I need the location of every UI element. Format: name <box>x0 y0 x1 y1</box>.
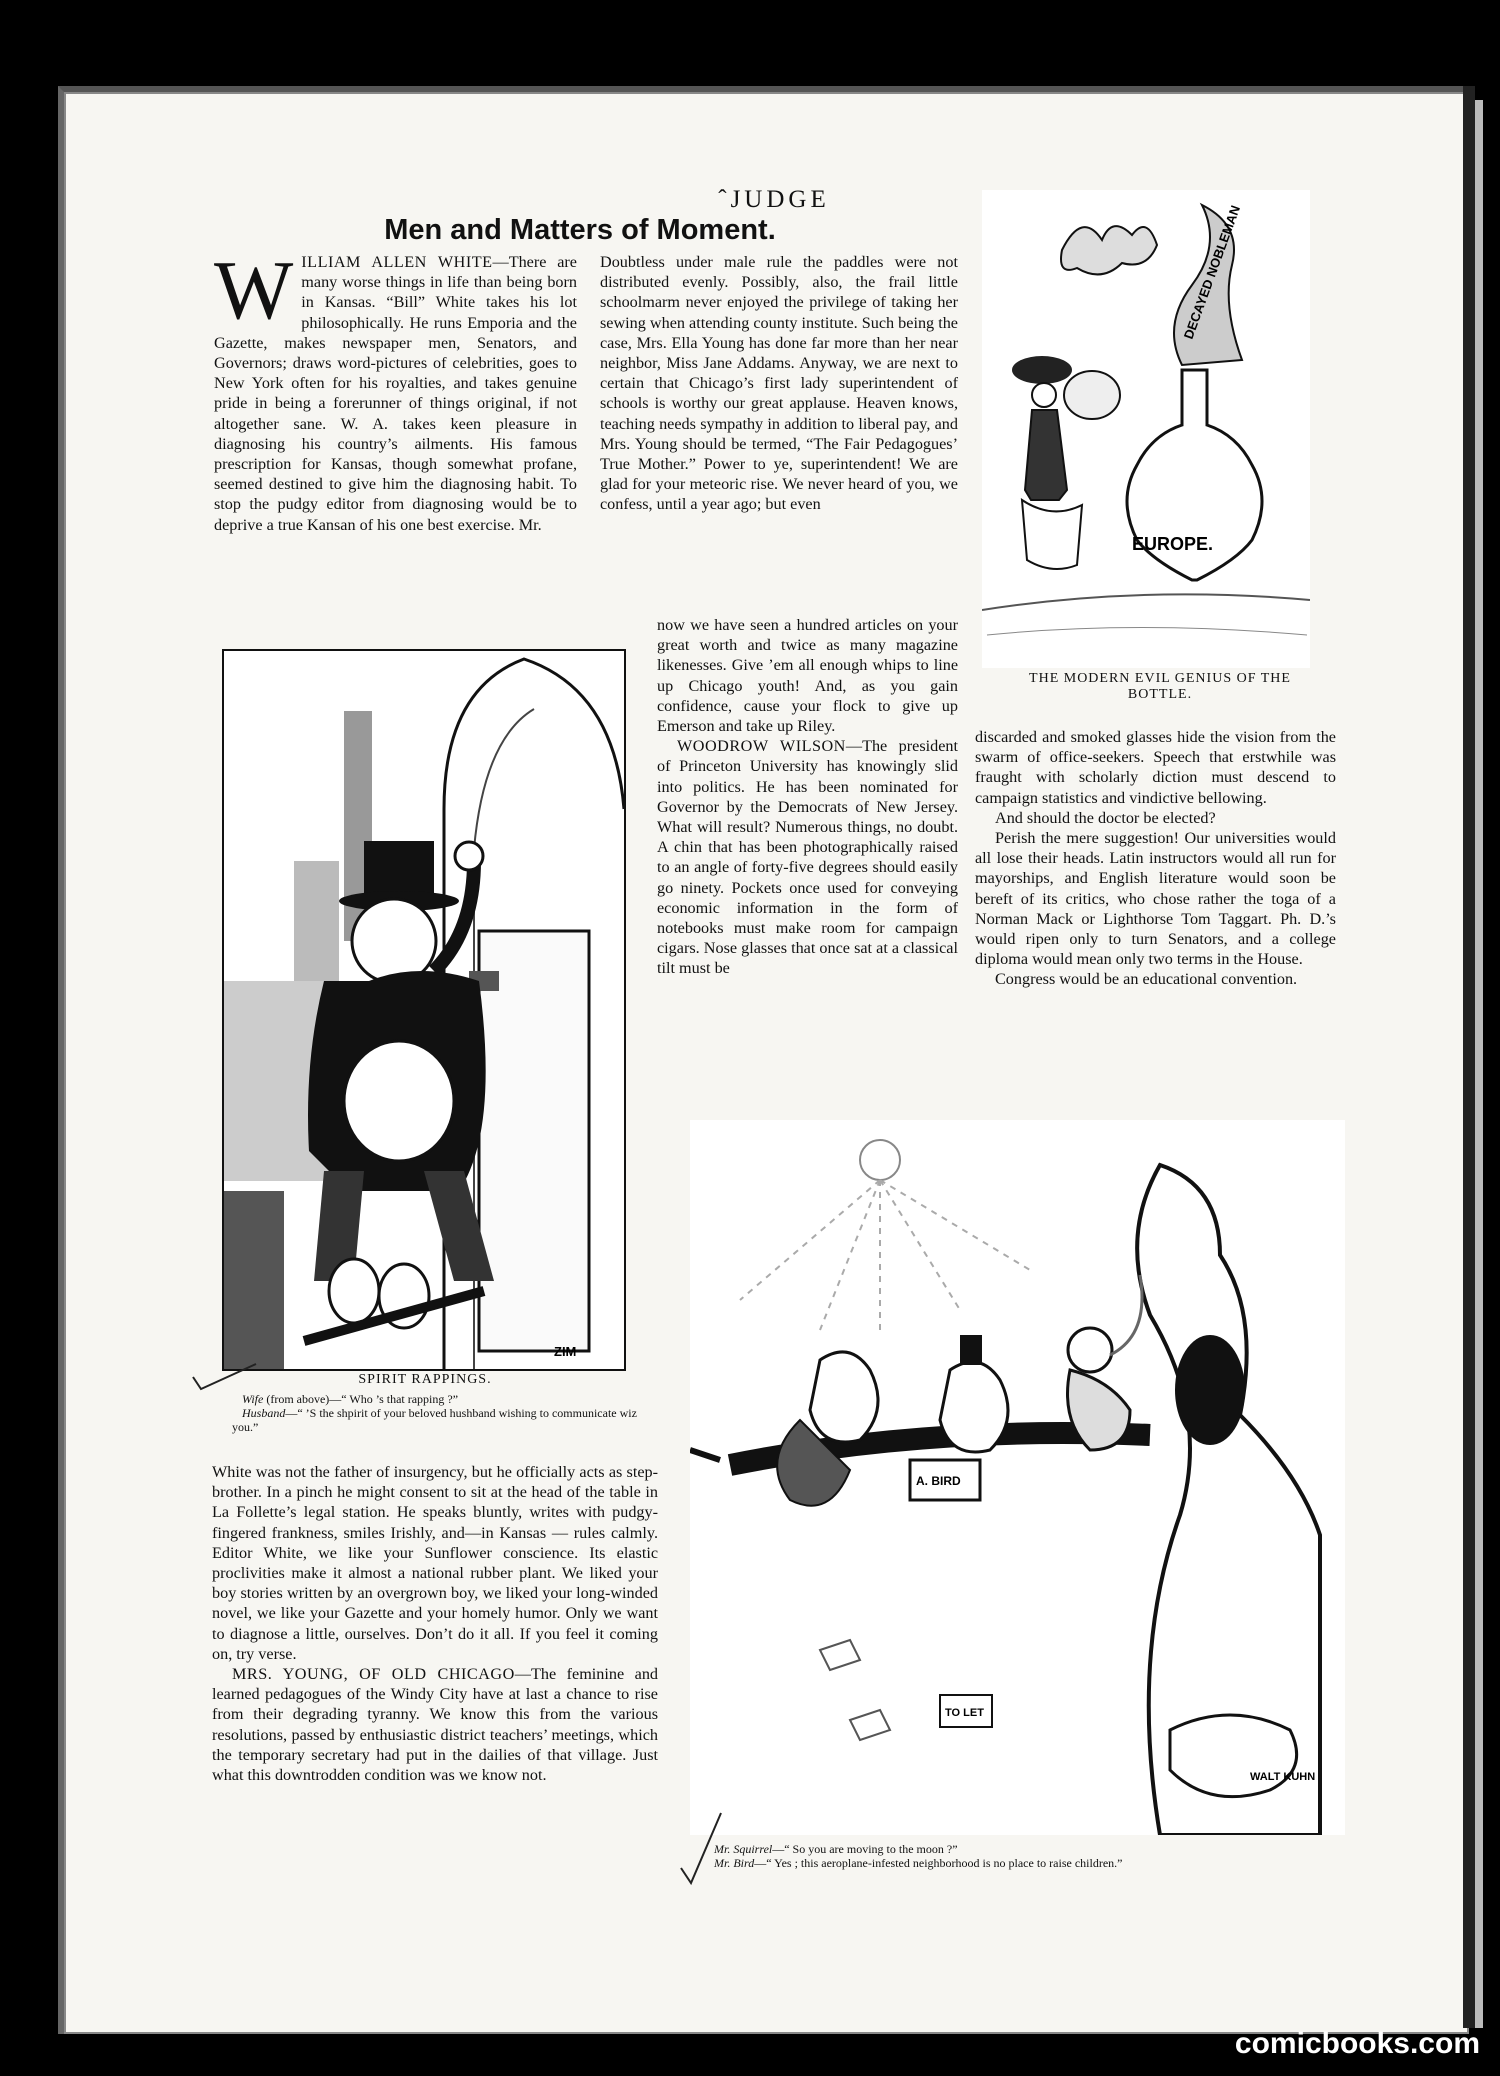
bottle-cartoon <box>982 190 1310 668</box>
wilson-paragraph-5: Congress would be an educational convention. <box>995 970 1298 989</box>
article-column-2-top <box>600 252 958 515</box>
bird-label: Mr. Bird <box>714 1856 755 1870</box>
spirit-caption-dialogue <box>232 1392 637 1434</box>
wilson-lead: WOODROW WILSON <box>677 737 846 756</box>
trunk-label: A. BIRD <box>916 1474 961 1488</box>
wilson-paragraph-3: And should the doctor be elected? <box>995 808 1216 827</box>
spirit-rappings-cartoon <box>222 649 626 1371</box>
white-paragraph-1: —There are many worse things in life than being born in Kansas. “Bill” White takes his lot philosophically. He runs Emporia and the Gazette, makes newspaper men, Senators, and Governors; draws word-pictures of celebrities, goes to New York often for his royalties, and takes genuine pride in being a forerunner of things original, if not altogether sane. W. A. takes keen pleasure in diagnosing his country’s ailments. His famous prescription for Kansas, though somewhat profane, seemed destined to give him the diagnosing habit. To stop the pudgy editor from diagnosing would be to deprive a true Kansan of his one best exercise. Mr. <box>214 253 577 534</box>
zim-signature: ZIM <box>554 1344 577 1359</box>
wilson-paragraph-4: Perish the mere suggestion! Our universities would all lose their heads. Latin instructors would all run for mayorships, and English literature would soon be bereft of its critics, who chose rather the toga of a Norman Mack or Lighthorse Tom Taggart. Ph. D.’s would ripen only to turn Senators, and a college diploma would mean only two terms in the House. <box>975 829 1336 969</box>
wife-line: (from above)—“ Who ’s that rapping ?” <box>263 1392 459 1406</box>
white-paragraph-2: White was not the father of insurgency, but he officially acts as step-brother. In a pinch he might consent to sit at the head of the table in La Follette’s legal station. He speaks bluntly, writes with pudgy-fingered frankness, smiles Irishly, and—in Kansas — rules calmly. Editor White, we like your Sunflower conscience. Its elastic proclivities make it almost a national rubber plant. We liked your boy stories written by an overgrown boy, we liked your long-winded novel, we like your Gazette and your homely humor. Only we want to diagnose a little, ourselves. Don’t do it all. If you feel it coming on, try verse. <box>212 1463 658 1663</box>
headline: Men and Matters of Moment. <box>384 214 776 246</box>
wife-label: Wife <box>242 1392 264 1406</box>
masthead: ˆJUDGE <box>718 186 830 213</box>
article-column-2-wrap <box>657 615 958 979</box>
article-column-1-top <box>214 244 577 535</box>
spirit-rappings-drawing <box>224 651 624 1369</box>
watermark: comicbooks.com <box>1234 2027 1480 2060</box>
young-paragraph-3: now we have seen a hundred articles on your great worth and twice as many magazine likenesses. Give ’em all enough whips to line up Chicago youth! And, as you gain confidence, cause your flock to give up Emerson and take up Riley. <box>657 616 958 736</box>
page-edge-shadow <box>1463 86 1475 2028</box>
article-column-3 <box>975 727 1336 990</box>
drop-cap: W <box>214 244 294 337</box>
bottle-label: EUROPE. <box>1132 534 1214 554</box>
husband-line: —“ ’S the shpirit of your beloved hushband wishing to communicate wiz you.” <box>232 1406 637 1434</box>
moon-cartoon <box>690 1120 1345 1835</box>
white-lead: ILLIAM ALLEN WHITE <box>301 253 493 271</box>
moon-cartoon-drawing <box>690 1120 1345 1835</box>
wilson-paragraph-1: —The president of Princeton University has knowingly slid into politics. He has been nominated for Governor by the Democrats of New Jersey. What will result? Numerous things, no doubt. A chin that has been photographically raised to an angle of forty-five degrees should easily go ninety. Pockets once used for conveying economic information in the form of notebooks must make room for campaign cigars. Nose glasses that once sat at a classical tilt must be <box>657 737 958 978</box>
wilson-paragraph-2: discarded and smoked glasses hide the vision from the swarm of office-seekers. Speech that erstwhile was fraught with scholarly diction must descend to campaign statistics and vindictive bellowing. <box>975 728 1336 807</box>
young-paragraph-1: —The feminine and learned pedagogues of the Windy City have at last a chance to rise from their degrading tyranny. We know this from the various resolutions, passed by enthusiastic district teachers’ meetings, which the temporary secretary had put in the dailies of that village. Just what this downtrodden condition was we know not. <box>212 1665 659 1785</box>
young-paragraph-2: Doubtless under male rule the paddles were not distributed evenly. Possibly, also, the frail little schoolmarm never enjoyed the privilege of taking her sewing when attending county institute. Such being the case, Mrs. Ella Young has done far more than her near neighbor, Miss Jane Addams. Anyway, we are next to certain that Chicago’s first lady superintendent of schools is worthy our great applause. Heaven knows, teaching needs sympathy in addition to liberal pay, and Mrs. Young should be termed, “The Fair Pedagogues’ True Mother.” Power to ye, superintendent! We are glad for your meteoric rise. We never heard of you, we confess, until a year ago; but even <box>600 253 958 514</box>
article-column-1-bottom <box>212 1462 658 1785</box>
moon-caption-dialogue <box>714 1842 1334 1870</box>
to-let-sign: TO LET <box>945 1707 984 1719</box>
squirrel-line: —“ So you are moving to the moon ?” <box>772 1842 958 1856</box>
young-lead: MRS. YOUNG, OF OLD CHICAGO <box>232 1665 515 1684</box>
husband-label: Husband <box>242 1406 286 1420</box>
walt-kuhn-signature: WALT KUHN <box>1250 1771 1316 1783</box>
adjacent-page-edge <box>1475 100 1483 2028</box>
spirit-caption-title: SPIRIT RAPPINGS. <box>358 1372 492 1387</box>
pencil-checkmark <box>188 1362 258 1392</box>
smoke-label: DECAYED NOBLEMAN <box>1180 203 1244 342</box>
bottle-cartoon-drawing <box>982 190 1310 668</box>
squirrel-label: Mr. Squirrel <box>714 1842 773 1856</box>
bottle-caption: THE MODERN EVIL GENIUS OF THE BOTTLE. <box>1029 671 1291 702</box>
bird-line: —“ Yes ; this aeroplane-infested neighborhood is no place to raise children.” <box>754 1856 1123 1870</box>
